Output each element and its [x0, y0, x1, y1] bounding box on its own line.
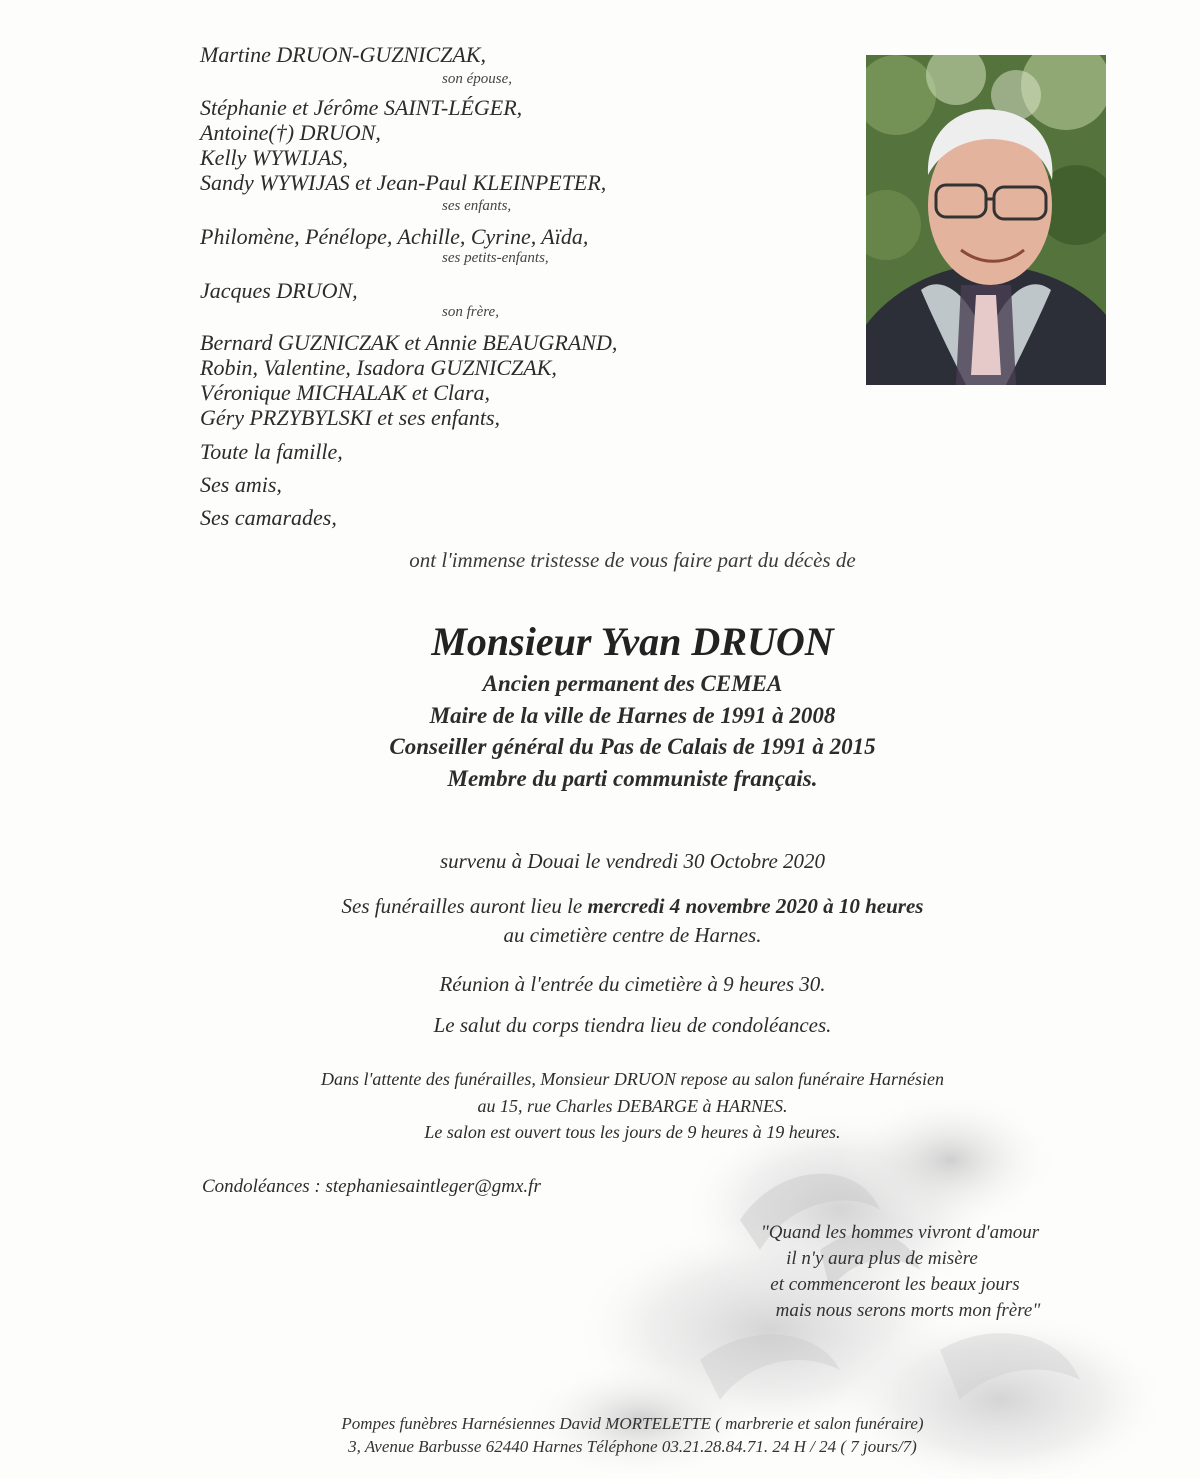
deceased-name: Monsieur Yvan DRUON [431, 619, 834, 664]
family-line: Jacques DRUON, [200, 278, 358, 303]
funeral-date: mercredi 4 novembre 2020 à 10 heures [587, 894, 924, 918]
salon-line: Dans l'attente des funérailles, Monsieur DRUON repose au salon funéraire Harnésien [321, 1069, 944, 1089]
family-line: Robin, Valentine, Isadora GUZNICZAK, [200, 355, 557, 380]
condolences-note: Le salut du corps tiendra lieu de condoléances. [433, 1013, 832, 1037]
quote-line: mais nous serons morts mon frère" [775, 1300, 1041, 1321]
family-line: Bernard GUZNICZAK et Annie BEAUGRAND, [200, 330, 618, 355]
family-line: Sandy WYWIJAS et Jean-Paul KLEINPETER, [200, 170, 607, 195]
funeral-home-address: 3, Avenue Barbusse 62440 Harnes Téléphone 03.21.28.84.71. 24 H / 24 ( 7 jours/7) [348, 1437, 917, 1456]
relation-label: ses petits-enfants, [442, 250, 549, 266]
portrait-photo [866, 55, 1106, 385]
relation-label: ses enfants, [442, 198, 512, 214]
salon-line: au 15, rue Charles DEBARGE à HARNES. [477, 1096, 788, 1116]
salon-line: Le salon est ouvert tous les jours de 9 heures à 19 heures. [424, 1122, 841, 1142]
family-line: Ses amis, [200, 472, 282, 497]
family-line: Stéphanie et Jérôme SAINT-LÉGER, [200, 95, 523, 120]
condolences-contact: Condoléances : stephaniesaintleger@gmx.fr [202, 1176, 541, 1197]
quote-line: et commenceront les beaux jours [770, 1274, 1020, 1295]
deceased-title: Conseiller général du Pas de Calais de 1991 à 2015 [389, 734, 876, 759]
funeral-home-line: Pompes funèbres Harnésiennes David MORTELETTE ( marbrerie et salon funéraire) [341, 1414, 924, 1433]
family-line: Antoine(†) DRUON, [200, 120, 381, 145]
deceased-title: Maire de la ville de Harnes de 1991 à 2008 [429, 703, 836, 728]
relation-label: son épouse, [442, 71, 512, 87]
family-line: Véronique MICHALAK et Clara, [200, 380, 491, 405]
family-line: Philomène, Pénélope, Achille, Cyrine, Aïda, [200, 224, 589, 249]
family-line: Martine DRUON-GUZNICZAK, [200, 42, 487, 67]
funeral-prefix: Ses funérailles auront lieu le [341, 894, 588, 918]
quote-line: il n'y aura plus de misère [786, 1248, 978, 1269]
death-details: survenu à Douai le vendredi 30 Octobre 2020 [439, 849, 826, 873]
funeral-details [0, 894, 1200, 919]
announcement-text: ont l'immense tristesse de vous faire part du décès de [409, 548, 856, 572]
family-line: Kelly WYWIJAS, [200, 145, 348, 170]
deceased-title: Ancien permanent des CEMEA [482, 671, 783, 696]
family-line: Géry PRZYBYLSKI et ses enfants, [200, 405, 501, 430]
family-line: Toute la famille, [200, 439, 343, 464]
relation-label: son frère, [442, 304, 499, 320]
funeral-place: au cimetière centre de Harnes. [503, 923, 762, 947]
family-line: Ses camarades, [200, 505, 337, 530]
quote-line: "Quand les hommes vivront d'amour [760, 1222, 1040, 1243]
deceased-title: Membre du parti communiste français. [447, 766, 818, 791]
meeting-details: Réunion à l'entrée du cimetière à 9 heures 30. [439, 972, 826, 996]
